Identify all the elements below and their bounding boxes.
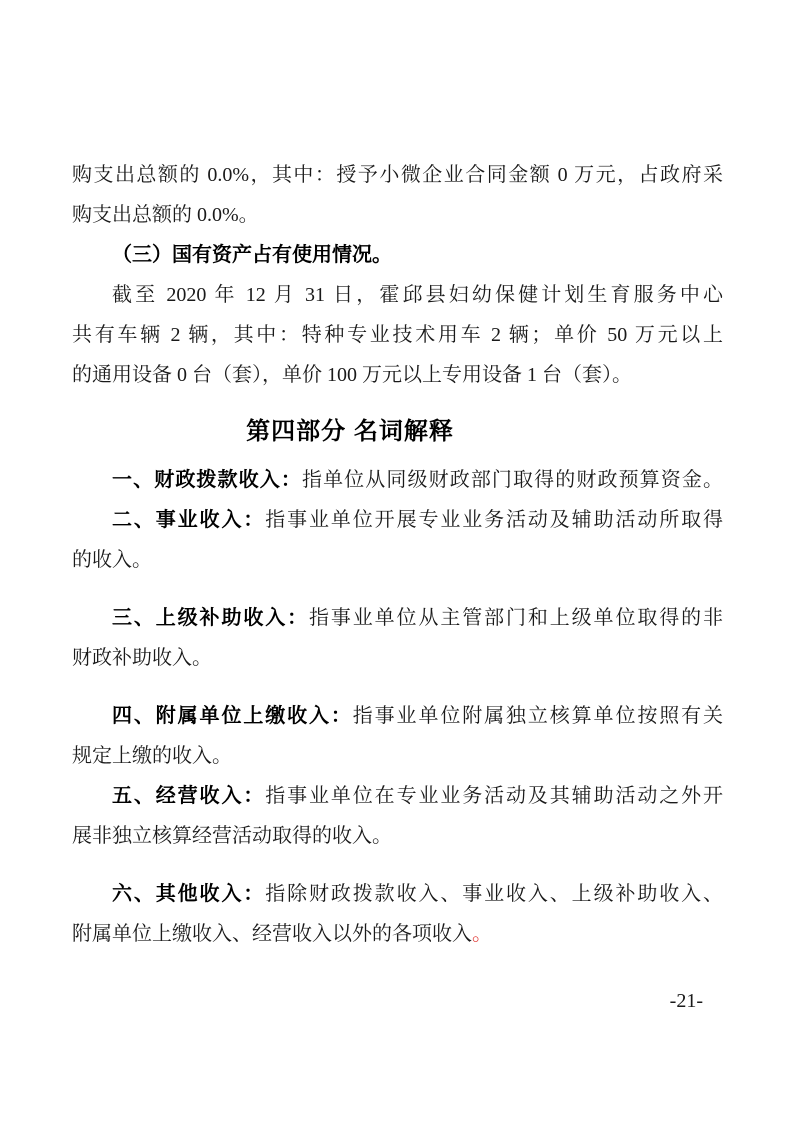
term-label-text: （三）国有资产占有使用情况。	[112, 244, 392, 266]
body-text: 购支出总额的 0.0%。	[72, 204, 259, 226]
text-line	[72, 500, 723, 540]
paragraph-block	[72, 696, 723, 776]
body-text: 指事业单位开展专业业务活动及辅助活动所取得	[265, 509, 723, 531]
body-text: 截至 2020 年 12 月 31 日，霍邱县妇幼保健计划生育服务中心	[112, 284, 723, 306]
body-text: 的收入。	[72, 549, 152, 571]
body-text: 展非独立核算经营活动取得的收入。	[72, 825, 392, 847]
paragraph-block	[72, 776, 723, 856]
text-line	[72, 638, 723, 678]
text-line	[72, 275, 723, 315]
paragraph-block	[72, 235, 723, 275]
term-label-text: 六、其他收入：	[112, 883, 266, 905]
paragraph-block	[72, 500, 723, 580]
section-heading-block	[72, 410, 723, 454]
paragraph-block	[72, 460, 723, 500]
part-heading: 第四部分 名词解释	[246, 418, 454, 445]
text-line	[72, 155, 723, 195]
text-line	[72, 540, 723, 580]
body-text: 指事业单位附属独立核算单位按照有关	[352, 705, 723, 727]
term-label-text: 一、财政拨款收入：	[112, 469, 302, 491]
paragraph-block	[72, 275, 723, 395]
body-text: 规定上缴的收入。	[72, 745, 232, 767]
text-line	[72, 315, 723, 355]
term-label-text: 四、附属单位上缴收入：	[112, 705, 353, 727]
body-text: 附属单位上缴收入、经营收入以外的各项收入	[72, 923, 472, 945]
term-label-text: 三、上级补助收入：	[112, 607, 309, 629]
text-line	[72, 598, 723, 638]
text-line	[72, 776, 723, 816]
paragraph-block	[72, 874, 723, 954]
body-text: 财政补助收入。	[72, 647, 212, 669]
body-text: 购支出总额的 0.0%，其中：授予小微企业合同金额 0 万元，占政府采	[72, 164, 723, 186]
text-line	[72, 816, 723, 856]
text-line	[72, 235, 723, 275]
text-line	[72, 460, 723, 500]
term-label-text: 五、经营收入：	[112, 785, 266, 807]
text-line	[72, 355, 723, 395]
text-line	[72, 914, 723, 954]
text-line	[72, 195, 723, 235]
paragraph-block	[72, 598, 723, 678]
page-number: -21-	[669, 990, 703, 1012]
document-content	[72, 155, 723, 954]
paragraph-block	[72, 155, 723, 235]
body-text: 指单位从同级财政部门取得的财政预算资金。	[301, 469, 723, 491]
text-line	[72, 696, 723, 736]
body-text: 指事业单位从主管部门和上级单位取得的非	[309, 607, 723, 629]
body-text: 的通用设备 0 台（套），单价 100 万元以上专用设备 1 台（套）。	[72, 364, 632, 386]
text-line	[72, 874, 723, 914]
body-text: 指除财政拨款收入、事业收入、上级补助收入、	[265, 883, 723, 905]
body-text: 指事业单位在专业业务活动及其辅助活动之外开	[265, 785, 723, 807]
text-line	[72, 736, 723, 776]
body-text: 共有车辆 2 辆，其中：特种专业技术用车 2 辆；单价 50 万元以上	[72, 324, 723, 346]
term-label-text: 二、事业收入：	[112, 509, 266, 531]
red-period-text: 。	[472, 923, 492, 945]
